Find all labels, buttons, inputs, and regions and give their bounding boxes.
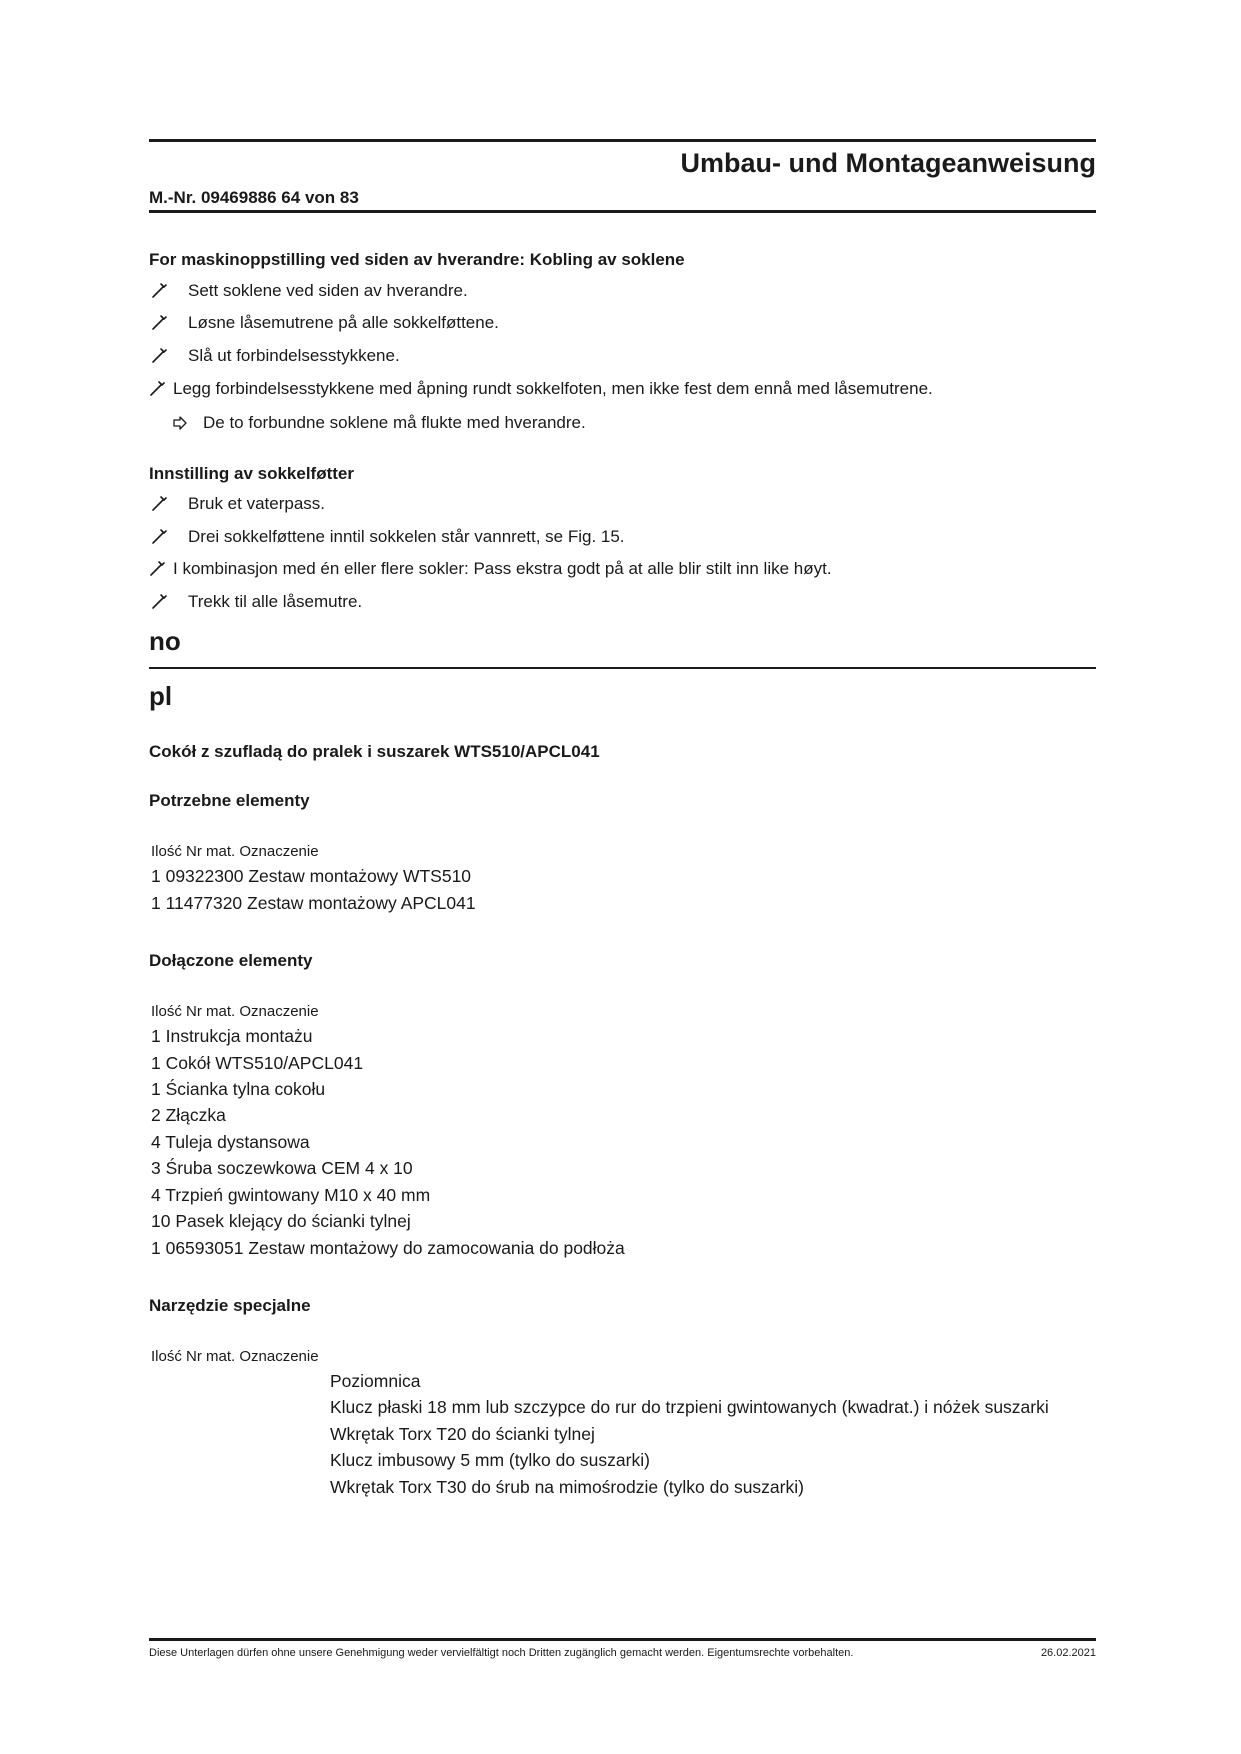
footer-date: 26.02.2021 <box>1040 1647 1096 1659</box>
tool-row: Poziomnica <box>330 1371 421 1391</box>
required-table-header: Ilość Nr mat. Oznaczenie <box>151 843 319 860</box>
included-row: 3 Śruba soczewkowa CEM 4 x 10 <box>151 1158 413 1178</box>
included-row: 4 Tuleja dystansowa <box>151 1132 310 1152</box>
wrench-icon <box>151 346 169 364</box>
wrench-icon <box>149 559 167 577</box>
feet-heading: Innstilling av sokkelføtter <box>149 464 354 483</box>
wrench-icon <box>151 527 169 545</box>
lang-code-pl: pl <box>149 681 173 711</box>
coupling-heading: For maskinoppstilling ved siden av hverandre: Kobling av soklene <box>149 250 685 269</box>
tool-row: Klucz imbusowy 5 mm (tylko do suszarki) <box>330 1450 650 1470</box>
tool-row: Klucz płaski 18 mm lub szczypce do rur do trzpieni gwintowanych (kwadrat.) i nóżek suszarki <box>330 1397 1049 1417</box>
required-row: 1 11477320 Zestaw montażowy APCL041 <box>151 893 476 913</box>
arrow-right-outline-icon <box>172 415 188 431</box>
wrench-icon <box>151 281 169 299</box>
coupling-step: Løsne låsemutrene på alle sokkelføttene. <box>188 313 499 332</box>
section-divider <box>149 667 1096 669</box>
feet-step: Bruk et vaterpass. <box>188 494 326 513</box>
wrench-icon <box>151 592 169 610</box>
included-row: 1 06593051 Zestaw montażowy do zamocowania do podłoża <box>151 1238 625 1258</box>
included-row: 1 Cokół WTS510/APCL041 <box>151 1053 364 1073</box>
included-row: 1 Ścianka tylna cokołu <box>151 1079 326 1099</box>
wrench-icon <box>151 494 169 512</box>
doc-number: M.-Nr. 09469886 64 von 83 <box>149 188 359 207</box>
feet-step: Trekk til alle låsemutre. <box>188 592 363 611</box>
included-row: 1 Instrukcja montażu <box>151 1026 313 1046</box>
coupling-step: Slå ut forbindelsesstykkene. <box>188 346 400 365</box>
page-title: Umbau- und Montageanweisung <box>680 148 1096 178</box>
wrench-icon <box>151 313 169 331</box>
footer-note: Diese Unterlagen dürfen ohne unsere Genehmigung weder vervielfältigt noch Dritten zugänglich gemacht werden. Eigentumsrechte vorbehalten. <box>149 1647 854 1659</box>
tools-table-header: Ilość Nr mat. Oznaczenie <box>151 1348 319 1365</box>
coupling-step: Sett soklene ved siden av hverandre. <box>188 281 468 300</box>
tool-row: Wkrętak Torx T30 do śrub na mimośrodzie (tylko do suszarki) <box>330 1477 804 1497</box>
included-table-header: Ilość Nr mat. Oznaczenie <box>151 1003 319 1020</box>
coupling-step: Legg forbindelsesstykkene med åpning rundt sokkelfoten, men ikke fest dem ennå med låsemutrene. <box>173 379 933 398</box>
required-row: 1 09322300 Zestaw montażowy WTS510 <box>151 866 472 886</box>
feet-step: Drei sokkelføttene inntil sokkelen står vannrett, se Fig. 15. <box>188 527 625 546</box>
wrench-icon <box>149 379 167 397</box>
lang-code-no: no <box>149 626 181 656</box>
included-heading: Dołączone elementy <box>149 951 313 970</box>
footer-rule <box>149 1638 1096 1641</box>
header-top-rule <box>149 139 1096 142</box>
header-bottom-rule <box>149 210 1096 213</box>
included-row: 10 Pasek klejący do ścianki tylnej <box>151 1211 411 1231</box>
included-row: 4 Trzpień gwintowany M10 x 40 mm <box>151 1185 431 1205</box>
required-heading: Potrzebne elementy <box>149 791 310 810</box>
feet-step: I kombinasjon med én eller flere sokler: Pass ekstra godt på at alle blir stilt inn like høyt. <box>173 559 832 578</box>
tools-heading: Narzędzie specjalne <box>149 1296 311 1315</box>
coupling-result: De to forbundne soklene må flukte med hverandre. <box>203 413 586 432</box>
tool-row: Wkrętak Torx T20 do ścianki tylnej <box>330 1424 595 1444</box>
included-row: 2 Złączka <box>151 1105 226 1125</box>
product-heading: Cokół z szufladą do pralek i suszarek WTS510/APCL041 <box>149 742 600 761</box>
